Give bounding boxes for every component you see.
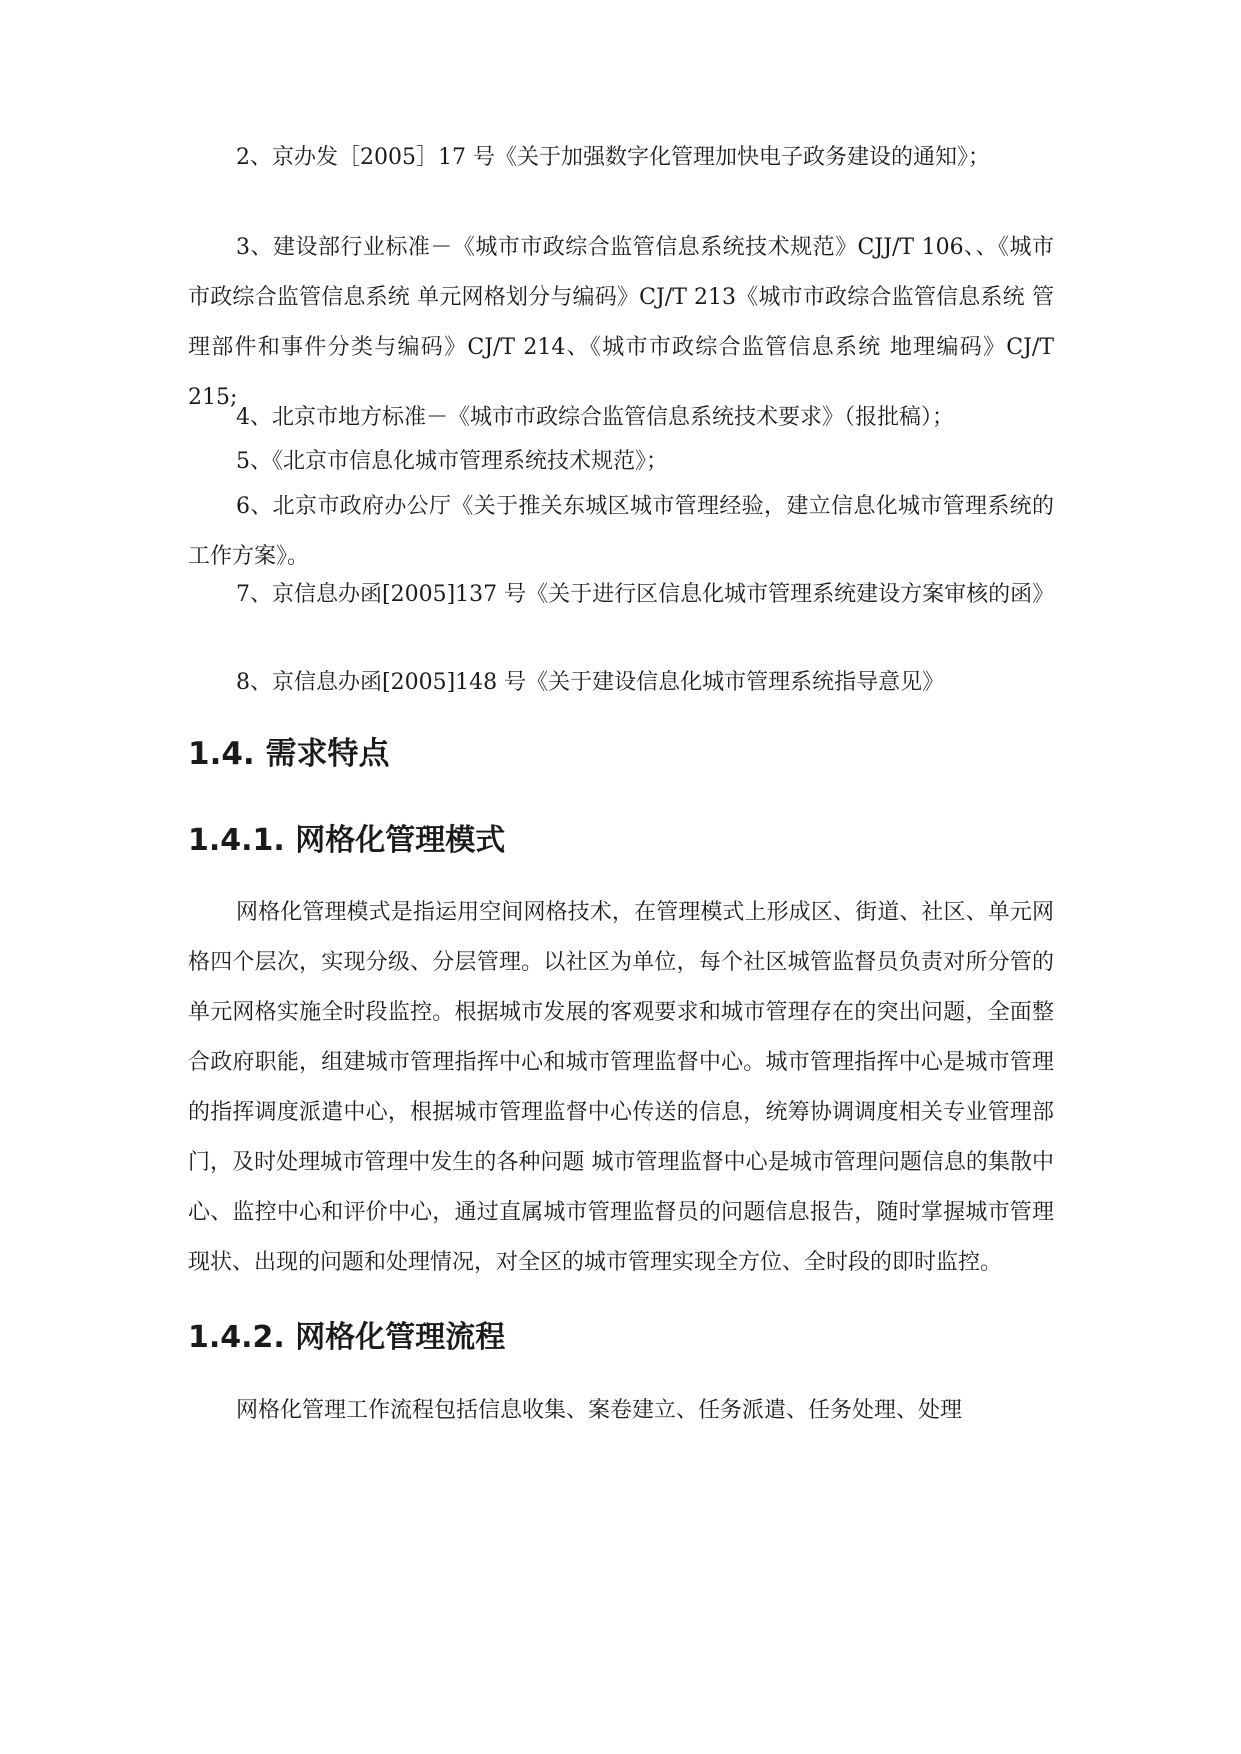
reference-item-6: 6、北京市政府办公厅《关于推关东城区城市管理经验，建立信息化城市管理系统的工作方案》。: [188, 494, 1054, 569]
section-heading-1-4-1: 1.4.1. 网格化管理模式: [188, 823, 506, 858]
reference-item-8: 8、京信息办函[2005]148 号《关于建设信息化城市管理系统指导意见》: [236, 670, 945, 695]
reference-item-4: 4、北京市地方标准－《城市市政综合监管信息系统技术要求》（报批稿）；: [236, 405, 954, 430]
section-heading-1-4-2: 1.4.2. 网格化管理流程: [188, 1320, 506, 1355]
reference-item-5: 5、《北京市信息化城市管理系统技术规范》；: [236, 449, 668, 474]
section-1-4-2-body: 网格化管理工作流程包括信息收集、案卷建立、任务派遣、任务处理、处理: [236, 1398, 963, 1423]
reference-item-3: 3、建设部行业标准－《城市市政综合监管信息系统技术规范》CJJ/T 106、、《城市市政综合监管信息系统 单元网格划分与编码》CJ/T 213《城市市政综合监管信息系统 管理部件和事件分类与编码》CJ/T 214、《城市市政综合监管信息系统 地理编码》CJ/T 215;: [188, 235, 1054, 410]
reference-item-7: 7、京信息办函[2005]137 号《关于进行区信息化城市管理系统建设方案审核的函》: [236, 582, 1055, 607]
section-heading-1-4: 1.4. 需求特点: [188, 736, 390, 772]
reference-item-2: 2、京办发［2005］17 号《关于加强数字化管理加快电子政务建设的通知》；: [236, 145, 990, 170]
section-1-4-1-body: 网格化管理模式是指运用空间网格技术，在管理模式上形成区、街道、社区、单元网格四个层次，实现分级、分层管理。以社区为单位，每个社区城管监督员负责对所分管的单元网格实施全时段监控。根据城市发展的客观要求和城市管理存在的突出问题，全面整合政府职能，组建城市管理指挥中心和城市管理监督中心。城市管理指挥中心是城市管理的指挥调度派遣中心，根据城市管理监督中心传送的信息，统筹协调调度相关专业管理部门，及时处理城市管理中发生的各种问题 城市管理监督中心是城市管理问题信息的集散中心、监控中心和评价中心，通过直属城市管理监督员的问题信息报告，随时掌握城市管理现状、出现的问题和处理情况，对全区的城市管理实现全方位、全时段的即时监控。: [188, 900, 1054, 1275]
